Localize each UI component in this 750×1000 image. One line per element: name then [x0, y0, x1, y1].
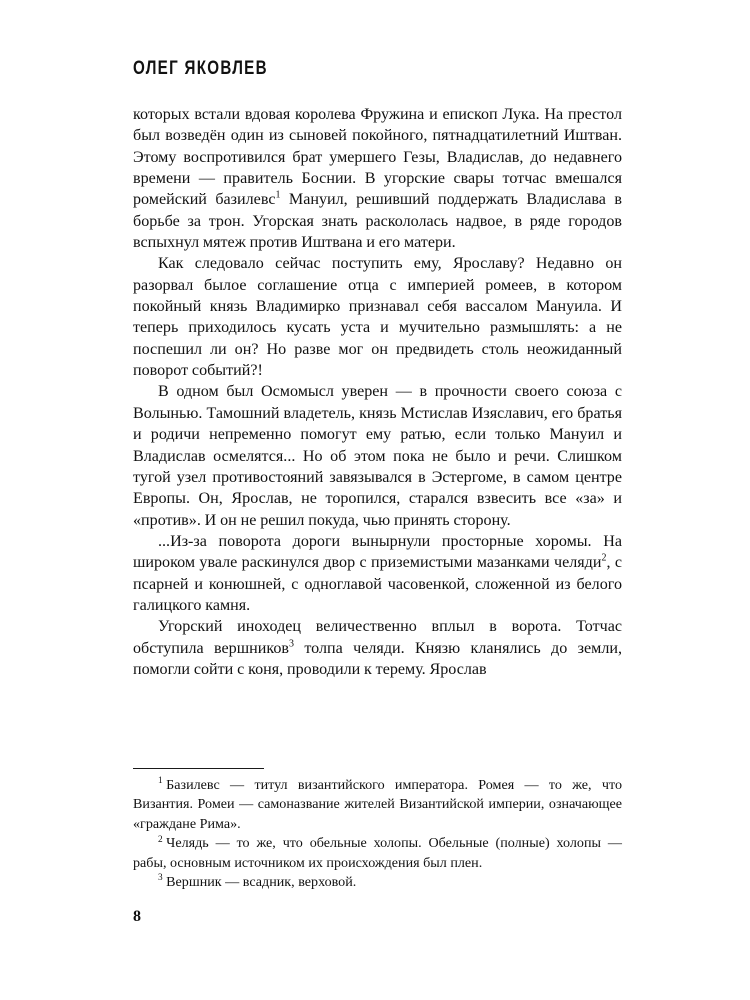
- footnote-marker: 3: [158, 873, 163, 884]
- footnote-text: Базилевс — титул византийского императора. Ромея — то же, что Византия. Ромеи — самоназвание жителей Византийской империи, означающее «граждане Рима».: [133, 777, 622, 832]
- running-head-author: ОЛЕГ ЯКОВЛЕВ: [133, 58, 268, 79]
- footnotes-section: [133, 768, 622, 892]
- page-number: 8: [133, 908, 141, 925]
- footnote-marker: 2: [158, 834, 163, 845]
- footnote-item: [133, 873, 622, 892]
- footnote-item: [133, 776, 622, 834]
- footnote-item: [133, 834, 622, 873]
- footnote-separator-rule: [133, 768, 264, 769]
- body-paragraph: Угорский иноходец величественно вплыл в ворота. Тотчас обступила вершников$^3$ толпа челяди. Князю кланялись до земли, помогли сойти с коня, проводили к терему. Ярослав: [133, 618, 622, 678]
- body-paragraph: ...Из-за поворота дороги вынырнули просторные хоромы. На широком увале раскинулся двор с приземистыми мазанками челяди$^2$, с псарней и конюшней, с одноглавой часовенкой, сложенной из белого галицкого камня.: [133, 532, 622, 614]
- footnote-reference[interactable]: 1: [275, 190, 281, 202]
- footnote-reference[interactable]: 2: [601, 552, 607, 564]
- body-paragraph: которых встали вдовая королева Фружина и епископ Лука. На престол был возведён один из сыновей покойного, пятнадцатилетний Иштван. Этому воспротивился брат умершего Гезы, Владислав, до недавнего времени — правитель Боснии. В угорские свары тотчас вмешался ромейский базилевс$^1$ Мануил, решивший поддержать Владислава в борьбе за трон. Угорская знать раскололась надвое, в ряде городов вспыхнул мятеж против Иштвана и его матери.: [133, 106, 622, 252]
- footnote-marker: 1: [158, 776, 163, 787]
- footnote-text: Челядь — то же, что обельные холопы. Обельные (полные) холопы — рабы, основным источником их происхождения был плен.: [133, 835, 622, 871]
- footnote-reference[interactable]: 3: [288, 638, 294, 650]
- footnote-text: Вершник — всадник, верховой.: [166, 874, 357, 891]
- body-paragraph: Как следовало сейчас поступить ему, Ярославу? Недавно он разорвал былое соглашение отца с империей ромеев, в котором покойный князь Владимирко признавал себя вассалом Мануила. И теперь приходилось кусать уста и мучительно размышлять: а не поспешил ли он? Но разве мог он предвидеть столь неожиданный поворот событий?!: [133, 255, 622, 380]
- body-text-block: [133, 104, 622, 680]
- body-paragraph: В одном был Осмомысл уверен — в прочности своего союза с Волынью. Тамошний владетель, князь Мстислав Изяславич, его братья и родичи непременно помогут ему ратью, если только Мануил и Владислав осмелятся... Но об этом пока не было и речи. Слишком тугой узел противостояний завязывался в Эстергоме, в самом центре Европы. Он, Ярослав, не торопился, старался взвесить все «за» и «против». И он не решил покуда, чью принять сторону.: [133, 383, 622, 529]
